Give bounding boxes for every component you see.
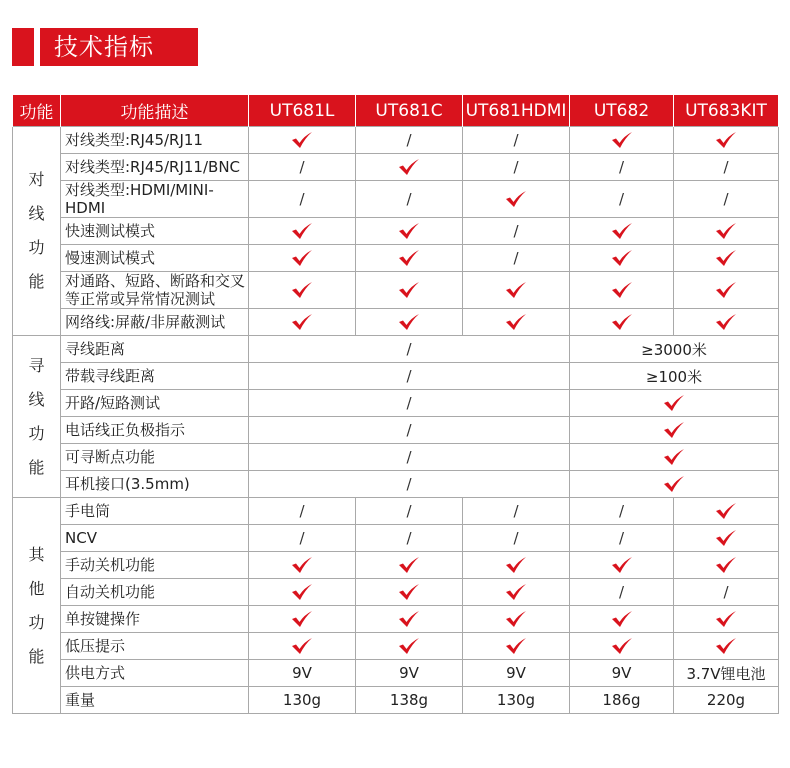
spec-cell-merged: [570, 417, 779, 444]
table-row: [13, 336, 779, 363]
spec-cell-merged: [249, 444, 570, 471]
table-row: [13, 471, 779, 498]
check-icon: [663, 421, 685, 439]
spec-cell: [674, 606, 779, 633]
spec-cell: [570, 552, 674, 579]
spec-cell: [356, 127, 463, 154]
check-icon: [715, 131, 737, 149]
spec-cell: [249, 498, 356, 525]
spec-cell: [249, 579, 356, 606]
check-icon: [505, 610, 527, 628]
spec-cell: [356, 660, 463, 687]
check-icon: [398, 281, 420, 299]
spec-cell: [249, 245, 356, 272]
check-icon: [715, 222, 737, 240]
group-char: 能: [28, 646, 45, 666]
not-supported-mark: /: [406, 502, 412, 520]
check-icon: [505, 190, 527, 208]
spec-cell: [570, 606, 674, 633]
spec-cell: [674, 498, 779, 525]
spec-cell: [249, 660, 356, 687]
table-row: [13, 272, 779, 309]
feature-label: 对线类型:HDMI/MINI-HDMI: [61, 181, 249, 218]
check-icon: [663, 475, 685, 493]
spec-cell: [249, 525, 356, 552]
check-icon: [611, 637, 633, 655]
spec-cell: [463, 498, 570, 525]
not-supported-mark: /: [406, 475, 412, 493]
not-supported-mark: /: [406, 190, 412, 208]
check-icon: [715, 313, 737, 331]
spec-cell: [249, 606, 356, 633]
header-cell-ut681c: UT681C: [356, 95, 463, 127]
not-supported-mark: /: [406, 394, 412, 412]
spec-cell: [356, 154, 463, 181]
header-cell-ut682: UT682: [570, 95, 674, 127]
spec-cell: [249, 309, 356, 336]
group-char: 他: [28, 578, 45, 598]
check-icon: [398, 583, 420, 601]
spec-cell-merged: [570, 363, 779, 390]
table-row: [13, 218, 779, 245]
check-icon: [398, 610, 420, 628]
check-icon: [611, 249, 633, 267]
spec-cell: [463, 660, 570, 687]
cell-value: 186g: [602, 691, 641, 709]
table-row: [13, 633, 779, 660]
not-supported-mark: /: [406, 367, 412, 385]
spec-cell: [249, 127, 356, 154]
header-cell-description: 功能描述: [61, 95, 249, 127]
feature-label: 手动关机功能: [61, 552, 249, 579]
spec-cell: [570, 218, 674, 245]
spec-cell: [570, 660, 674, 687]
feature-label: 快速测试模式: [61, 218, 249, 245]
feature-label: 网络线:屏蔽/非屏蔽测试: [61, 309, 249, 336]
spec-cell: [249, 552, 356, 579]
cell-value: ≥100米: [645, 367, 703, 386]
group-char: 能: [28, 457, 45, 477]
table-row: [13, 245, 779, 272]
feature-label: 带载寻线距离: [61, 363, 249, 390]
not-supported-mark: /: [618, 502, 625, 520]
spec-cell-merged: [570, 336, 779, 363]
check-icon: [715, 637, 737, 655]
spec-cell: [463, 309, 570, 336]
check-icon: [505, 637, 527, 655]
title-accent-bar: [12, 28, 34, 66]
group-label-other: [13, 498, 61, 714]
not-supported-mark: /: [299, 158, 305, 176]
check-icon: [291, 637, 313, 655]
spec-cell: [249, 218, 356, 245]
spec-cell: [674, 272, 779, 309]
spec-cell: [463, 154, 570, 181]
spec-cell: [570, 525, 674, 552]
spec-cell: [674, 154, 779, 181]
check-icon: [291, 313, 313, 331]
not-supported-mark: /: [299, 529, 305, 547]
table-row: [13, 498, 779, 525]
table-row: [13, 127, 779, 154]
check-icon: [715, 529, 737, 547]
group-char: 功: [28, 423, 45, 443]
spec-cell-merged: [249, 417, 570, 444]
spec-table-body: [13, 127, 779, 714]
cell-value: 9V: [506, 664, 526, 682]
spec-cell: [570, 579, 674, 606]
cell-value: 9V: [292, 664, 312, 682]
spec-cell: [463, 181, 570, 218]
not-supported-mark: /: [618, 190, 625, 208]
feature-label: 手电筒: [61, 498, 249, 525]
feature-label: 耳机接口(3.5mm): [61, 471, 249, 498]
not-supported-mark: /: [513, 131, 519, 149]
spec-cell: [463, 579, 570, 606]
not-supported-mark: /: [618, 529, 625, 547]
check-icon: [715, 610, 737, 628]
spec-cell: [463, 552, 570, 579]
not-supported-mark: /: [406, 529, 412, 547]
spec-cell: [570, 245, 674, 272]
check-icon: [291, 249, 313, 267]
check-icon: [398, 249, 420, 267]
spec-cell: [249, 154, 356, 181]
spec-cell: [249, 181, 356, 218]
table-row: [13, 444, 779, 471]
table-row: [13, 154, 779, 181]
check-icon: [291, 281, 313, 299]
spec-cell: [356, 687, 463, 714]
check-icon: [611, 131, 633, 149]
spec-cell: [674, 687, 779, 714]
check-icon: [398, 556, 420, 574]
spec-cell: [249, 272, 356, 309]
feature-label: 自动关机功能: [61, 579, 249, 606]
check-icon: [398, 158, 420, 176]
spec-cell-merged: [570, 471, 779, 498]
spec-cell: [570, 127, 674, 154]
spec-cell: [674, 181, 779, 218]
feature-label: 重量: [61, 687, 249, 714]
group-char: 线: [28, 204, 45, 223]
cell-value: 130g: [496, 691, 536, 709]
check-icon: [611, 222, 633, 240]
check-icon: [291, 222, 313, 240]
spec-cell: [356, 579, 463, 606]
spec-cell-merged: [570, 444, 779, 471]
spec-cell: [356, 552, 463, 579]
check-icon: [715, 249, 737, 267]
not-supported-mark: /: [618, 583, 625, 601]
not-supported-mark: /: [513, 249, 519, 267]
spec-cell: [356, 498, 463, 525]
spec-cell: [570, 498, 674, 525]
table-row: [13, 309, 779, 336]
group-char: 功: [28, 612, 45, 632]
spec-cell: [570, 272, 674, 309]
check-icon: [291, 131, 313, 149]
cell-value: 9V: [399, 664, 419, 682]
check-icon: [505, 281, 527, 299]
spec-cell: [463, 127, 570, 154]
spec-cell: [249, 687, 356, 714]
feature-label: 对通路、短路、断路和交叉等正常或异常情况测试: [61, 272, 249, 309]
spec-cell: [674, 660, 779, 687]
spec-cell: [674, 218, 779, 245]
check-icon: [715, 502, 737, 520]
check-icon: [611, 610, 633, 628]
spec-cell: [674, 525, 779, 552]
cell-value: 130g: [282, 691, 322, 709]
spec-cell: [674, 245, 779, 272]
check-icon: [291, 583, 313, 601]
spec-cell: [356, 633, 463, 660]
group-char: 寻: [28, 355, 45, 375]
spec-cell: [570, 309, 674, 336]
group-char: 功: [28, 238, 45, 257]
check-icon: [663, 448, 685, 466]
group-char: 其: [28, 544, 45, 564]
not-supported-mark: /: [618, 158, 625, 176]
cell-value: 3.7V锂电池: [686, 664, 766, 683]
not-supported-mark: /: [406, 448, 412, 466]
check-icon: [398, 222, 420, 240]
not-supported-mark: /: [723, 158, 729, 176]
feature-label: 慢速测试模式: [61, 245, 249, 272]
check-icon: [505, 313, 527, 331]
group-label-line: [13, 127, 61, 336]
spec-cell: [674, 579, 779, 606]
spec-cell: [356, 181, 463, 218]
spec-cell: [463, 245, 570, 272]
check-icon: [398, 313, 420, 331]
spec-cell: [463, 525, 570, 552]
not-supported-mark: /: [406, 131, 412, 149]
feature-label: 可寻断点功能: [61, 444, 249, 471]
check-icon: [663, 394, 685, 412]
header-row: [13, 95, 779, 127]
spec-cell: [356, 525, 463, 552]
cell-value: 220g: [706, 691, 746, 709]
table-row: [13, 390, 779, 417]
feature-label: 对线类型:RJ45/RJ11/BNC: [61, 154, 249, 181]
group-char: 对: [28, 170, 45, 189]
table-row: [13, 687, 779, 714]
spec-cell: [570, 181, 674, 218]
group-label-trace: [13, 336, 61, 498]
spec-cell: [674, 552, 779, 579]
feature-label: 供电方式: [61, 660, 249, 687]
not-supported-mark: /: [406, 421, 412, 439]
check-icon: [291, 610, 313, 628]
header-cell-ut683kit: UT683KIT: [674, 95, 779, 127]
table-row: [13, 525, 779, 552]
spec-cell-merged: [249, 336, 570, 363]
header-cell-function: 功能: [13, 95, 61, 127]
page-title: 技术指标: [40, 28, 198, 66]
cell-value: 138g: [389, 691, 429, 709]
spec-cell: [356, 272, 463, 309]
table-row: [13, 417, 779, 444]
not-supported-mark: /: [299, 190, 305, 208]
check-icon: [715, 281, 737, 299]
spec-cell-merged: [249, 471, 570, 498]
spec-cell: [674, 633, 779, 660]
not-supported-mark: /: [513, 502, 519, 520]
check-icon: [291, 556, 313, 574]
spec-cell: [570, 687, 674, 714]
check-icon: [505, 556, 527, 574]
spec-cell: [570, 154, 674, 181]
spec-cell: [674, 127, 779, 154]
table-row: [13, 363, 779, 390]
feature-label: 电话线正负极指示: [61, 417, 249, 444]
not-supported-mark: /: [299, 502, 305, 520]
spec-cell: [356, 218, 463, 245]
group-char: 线: [28, 389, 45, 409]
spec-cell-merged: [570, 390, 779, 417]
table-row: [13, 660, 779, 687]
table-row: [13, 606, 779, 633]
not-supported-mark: /: [513, 222, 519, 240]
spec-cell: [570, 633, 674, 660]
not-supported-mark: /: [406, 340, 412, 358]
spec-cell: [356, 606, 463, 633]
spec-cell: [674, 309, 779, 336]
spec-cell: [463, 687, 570, 714]
spec-cell-merged: [249, 390, 570, 417]
spec-cell: [463, 272, 570, 309]
not-supported-mark: /: [723, 190, 729, 208]
not-supported-mark: /: [513, 529, 519, 547]
table-row: [13, 181, 779, 218]
check-icon: [611, 281, 633, 299]
feature-label: 单按键操作: [61, 606, 249, 633]
spec-cell: [356, 245, 463, 272]
feature-label: 对线类型:RJ45/RJ11: [61, 127, 249, 154]
check-icon: [505, 583, 527, 601]
spec-cell: [463, 218, 570, 245]
check-icon: [398, 637, 420, 655]
feature-label: 寻线距离: [61, 336, 249, 363]
spec-cell: [356, 309, 463, 336]
check-icon: [611, 313, 633, 331]
table-row: [13, 552, 779, 579]
feature-label: NCV: [61, 525, 249, 552]
group-char: 能: [28, 272, 45, 291]
cell-value: ≥3000米: [641, 340, 707, 359]
feature-label: 低压提示: [61, 633, 249, 660]
check-icon: [715, 556, 737, 574]
header-cell-ut681l: UT681L: [249, 95, 356, 127]
spec-table: [12, 95, 779, 714]
cell-value: 9V: [611, 664, 632, 682]
spec-cell: [249, 633, 356, 660]
check-icon: [611, 556, 633, 574]
not-supported-mark: /: [723, 583, 729, 601]
table-row: [13, 579, 779, 606]
spec-cell-merged: [249, 363, 570, 390]
spec-cell: [463, 606, 570, 633]
feature-label: 开路/短路测试: [61, 390, 249, 417]
header-cell-ut681hdmi: UT681HDMI: [463, 95, 570, 127]
spec-cell: [463, 633, 570, 660]
not-supported-mark: /: [513, 158, 519, 176]
